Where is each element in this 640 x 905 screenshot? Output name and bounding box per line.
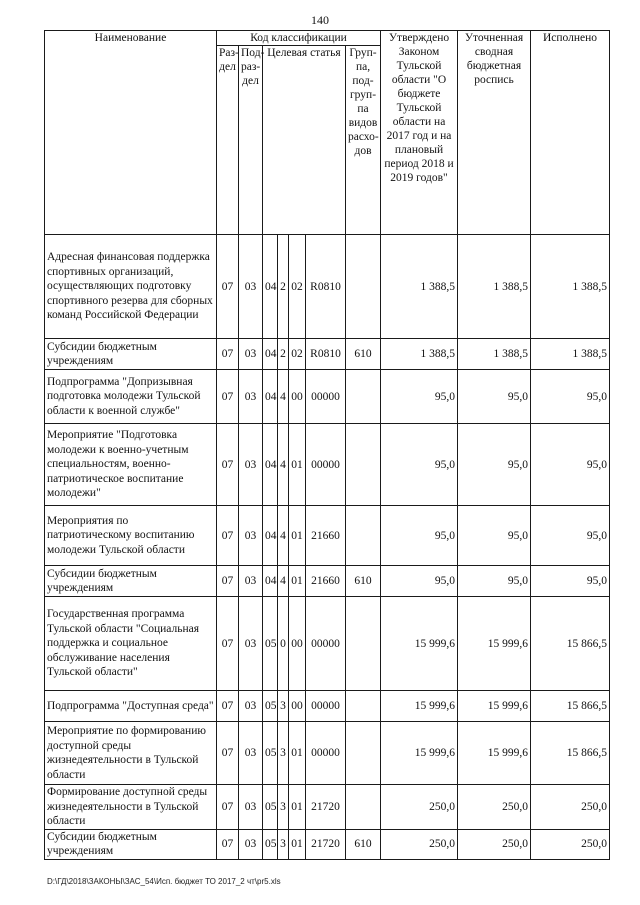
cell-approved: 95,0 — [381, 424, 458, 506]
cell-refined: 15 999,6 — [458, 691, 531, 722]
cell-podrazdel: 03 — [239, 829, 263, 859]
cell-t2: 3 — [278, 829, 289, 859]
cell-name: Формирование доступной среды жизнедеятельности в Тульской области — [45, 785, 217, 830]
cell-refined: 95,0 — [458, 370, 531, 424]
cell-t2: 4 — [278, 424, 289, 506]
cell-name: Субсидии бюджетным учреждениям — [45, 829, 217, 859]
cell-t1: 05 — [263, 785, 278, 830]
cell-t4: 21720 — [306, 829, 346, 859]
cell-podrazdel: 03 — [239, 370, 263, 424]
header-executed: Исполнено — [531, 31, 610, 235]
cell-t2: 3 — [278, 722, 289, 785]
table-row — [45, 829, 610, 859]
cell-t4: 00000 — [306, 691, 346, 722]
cell-razdel: 07 — [217, 339, 239, 370]
cell-executed: 95,0 — [531, 566, 610, 597]
cell-executed: 1 388,5 — [531, 339, 610, 370]
cell-t4: 00000 — [306, 722, 346, 785]
cell-refined: 15 999,6 — [458, 597, 531, 691]
cell-name: Адресная финансовая поддержка спортивных организаций, осуществляющих подготовку спортивного резерва для сборных команд Российской Федерации — [45, 235, 217, 339]
cell-t4: 21660 — [306, 506, 346, 566]
cell-executed: 250,0 — [531, 785, 610, 830]
cell-t4: 00000 — [306, 597, 346, 691]
cell-approved: 15 999,6 — [381, 691, 458, 722]
cell-razdel: 07 — [217, 235, 239, 339]
cell-approved: 15 999,6 — [381, 722, 458, 785]
header-refined: Уточненная сводная бюджетная роспись — [458, 31, 531, 235]
cell-refined: 1 388,5 — [458, 235, 531, 339]
cell-executed: 15 866,5 — [531, 691, 610, 722]
cell-t3: 00 — [289, 370, 306, 424]
cell-t2: 4 — [278, 566, 289, 597]
cell-group — [346, 235, 381, 339]
cell-group — [346, 424, 381, 506]
cell-t4: R0810 — [306, 235, 346, 339]
cell-t3: 00 — [289, 597, 306, 691]
cell-name: Субсидии бюджетным учреждениям — [45, 566, 217, 597]
cell-t3: 01 — [289, 722, 306, 785]
cell-executed: 95,0 — [531, 370, 610, 424]
cell-podrazdel: 03 — [239, 235, 263, 339]
cell-t1: 04 — [263, 370, 278, 424]
cell-group — [346, 691, 381, 722]
cell-refined: 95,0 — [458, 506, 531, 566]
cell-refined: 250,0 — [458, 785, 531, 830]
table-row — [45, 339, 610, 370]
cell-group: 610 — [346, 339, 381, 370]
budget-table — [44, 30, 610, 860]
cell-t1: 05 — [263, 597, 278, 691]
cell-t1: 04 — [263, 424, 278, 506]
cell-executed: 95,0 — [531, 424, 610, 506]
cell-name: Государственная программа Тульской области "Социальная поддержка и социальное обслуживание населения Тульской области" — [45, 597, 217, 691]
cell-group — [346, 722, 381, 785]
cell-t1: 05 — [263, 691, 278, 722]
cell-group — [346, 597, 381, 691]
cell-podrazdel: 03 — [239, 506, 263, 566]
cell-approved: 1 388,5 — [381, 235, 458, 339]
cell-t4: R0810 — [306, 339, 346, 370]
cell-executed: 250,0 — [531, 829, 610, 859]
table-row — [45, 370, 610, 424]
header-group: Груп-па, под-груп-па видов расхо-дов — [346, 46, 381, 235]
cell-group: 610 — [346, 566, 381, 597]
cell-t4: 00000 — [306, 424, 346, 506]
cell-approved: 1 388,5 — [381, 339, 458, 370]
cell-refined: 250,0 — [458, 829, 531, 859]
cell-name: Субсидии бюджетным учреждениям — [45, 339, 217, 370]
cell-podrazdel: 03 — [239, 597, 263, 691]
cell-t3: 02 — [289, 235, 306, 339]
cell-name: Мероприятие по формированию доступной среды жизнедеятельности в Тульской области — [45, 722, 217, 785]
table-row — [45, 785, 610, 830]
cell-razdel: 07 — [217, 566, 239, 597]
cell-t4: 21660 — [306, 566, 346, 597]
cell-refined: 95,0 — [458, 566, 531, 597]
cell-t2: 2 — [278, 339, 289, 370]
cell-t3: 01 — [289, 785, 306, 830]
cell-executed: 15 866,5 — [531, 597, 610, 691]
header-target: Целевая статья — [263, 46, 346, 235]
cell-name: Подпрограмма "Допризывная подготовка молодежи Тульской области к военной службе" — [45, 370, 217, 424]
cell-t3: 01 — [289, 566, 306, 597]
page-number: 140 — [311, 13, 329, 27]
cell-group — [346, 370, 381, 424]
cell-razdel: 07 — [217, 424, 239, 506]
cell-executed: 95,0 — [531, 506, 610, 566]
cell-t2: 3 — [278, 691, 289, 722]
cell-t2: 4 — [278, 370, 289, 424]
table-row — [45, 691, 610, 722]
header-classification: Код классификации — [217, 31, 381, 46]
cell-approved: 250,0 — [381, 829, 458, 859]
header-approved: Утверждено Законом Тульской области "О бюджете Тульской области на 2017 год и на плановый период 2018 и 2019 годов" — [381, 31, 458, 235]
cell-t1: 04 — [263, 566, 278, 597]
cell-t2: 4 — [278, 506, 289, 566]
cell-t1: 05 — [263, 722, 278, 785]
cell-t1: 04 — [263, 506, 278, 566]
cell-group — [346, 785, 381, 830]
table-row — [45, 235, 610, 339]
header-razdel: Раз-дел — [217, 46, 239, 235]
table-row — [45, 424, 610, 506]
header-name: Наименование — [45, 31, 217, 235]
file-path-footer: D:\ГД\2018\ЗАКОНЫ\ЗАС_54\Исп. бюджет ТО 2017_2 чт\pr5.xls — [47, 877, 281, 886]
table-row — [45, 597, 610, 691]
cell-t2: 0 — [278, 597, 289, 691]
cell-t1: 04 — [263, 235, 278, 339]
table-row — [45, 506, 610, 566]
cell-name: Мероприятия по патриотическому воспитанию молодежи Тульской области — [45, 506, 217, 566]
cell-razdel: 07 — [217, 722, 239, 785]
cell-approved: 250,0 — [381, 785, 458, 830]
cell-podrazdel: 03 — [239, 339, 263, 370]
cell-refined: 1 388,5 — [458, 339, 531, 370]
cell-t1: 05 — [263, 829, 278, 859]
cell-t3: 02 — [289, 339, 306, 370]
cell-name: Подпрограмма "Доступная среда" — [45, 691, 217, 722]
cell-podrazdel: 03 — [239, 691, 263, 722]
cell-approved: 95,0 — [381, 506, 458, 566]
cell-razdel: 07 — [217, 597, 239, 691]
cell-t4: 00000 — [306, 370, 346, 424]
table-row — [45, 566, 610, 597]
cell-razdel: 07 — [217, 506, 239, 566]
cell-group: 610 — [346, 829, 381, 859]
cell-approved: 95,0 — [381, 370, 458, 424]
cell-t4: 21720 — [306, 785, 346, 830]
cell-approved: 15 999,6 — [381, 597, 458, 691]
cell-t3: 01 — [289, 506, 306, 566]
cell-executed: 15 866,5 — [531, 722, 610, 785]
cell-t2: 3 — [278, 785, 289, 830]
cell-name: Мероприятие "Подготовка молодежи к военно-учетным специальностям, военно-патриотическое воспитание молодежи" — [45, 424, 217, 506]
table-row — [45, 722, 610, 785]
cell-razdel: 07 — [217, 370, 239, 424]
cell-t3: 00 — [289, 691, 306, 722]
cell-t3: 01 — [289, 829, 306, 859]
cell-approved: 95,0 — [381, 566, 458, 597]
header-podrazdel: Под-раз-дел — [239, 46, 263, 235]
cell-executed: 1 388,5 — [531, 235, 610, 339]
cell-podrazdel: 03 — [239, 722, 263, 785]
cell-t1: 04 — [263, 339, 278, 370]
cell-refined: 15 999,6 — [458, 722, 531, 785]
cell-t3: 01 — [289, 424, 306, 506]
cell-razdel: 07 — [217, 785, 239, 830]
cell-podrazdel: 03 — [239, 424, 263, 506]
cell-razdel: 07 — [217, 691, 239, 722]
cell-podrazdel: 03 — [239, 785, 263, 830]
cell-group — [346, 506, 381, 566]
cell-podrazdel: 03 — [239, 566, 263, 597]
cell-t2: 2 — [278, 235, 289, 339]
cell-razdel: 07 — [217, 829, 239, 859]
cell-refined: 95,0 — [458, 424, 531, 506]
